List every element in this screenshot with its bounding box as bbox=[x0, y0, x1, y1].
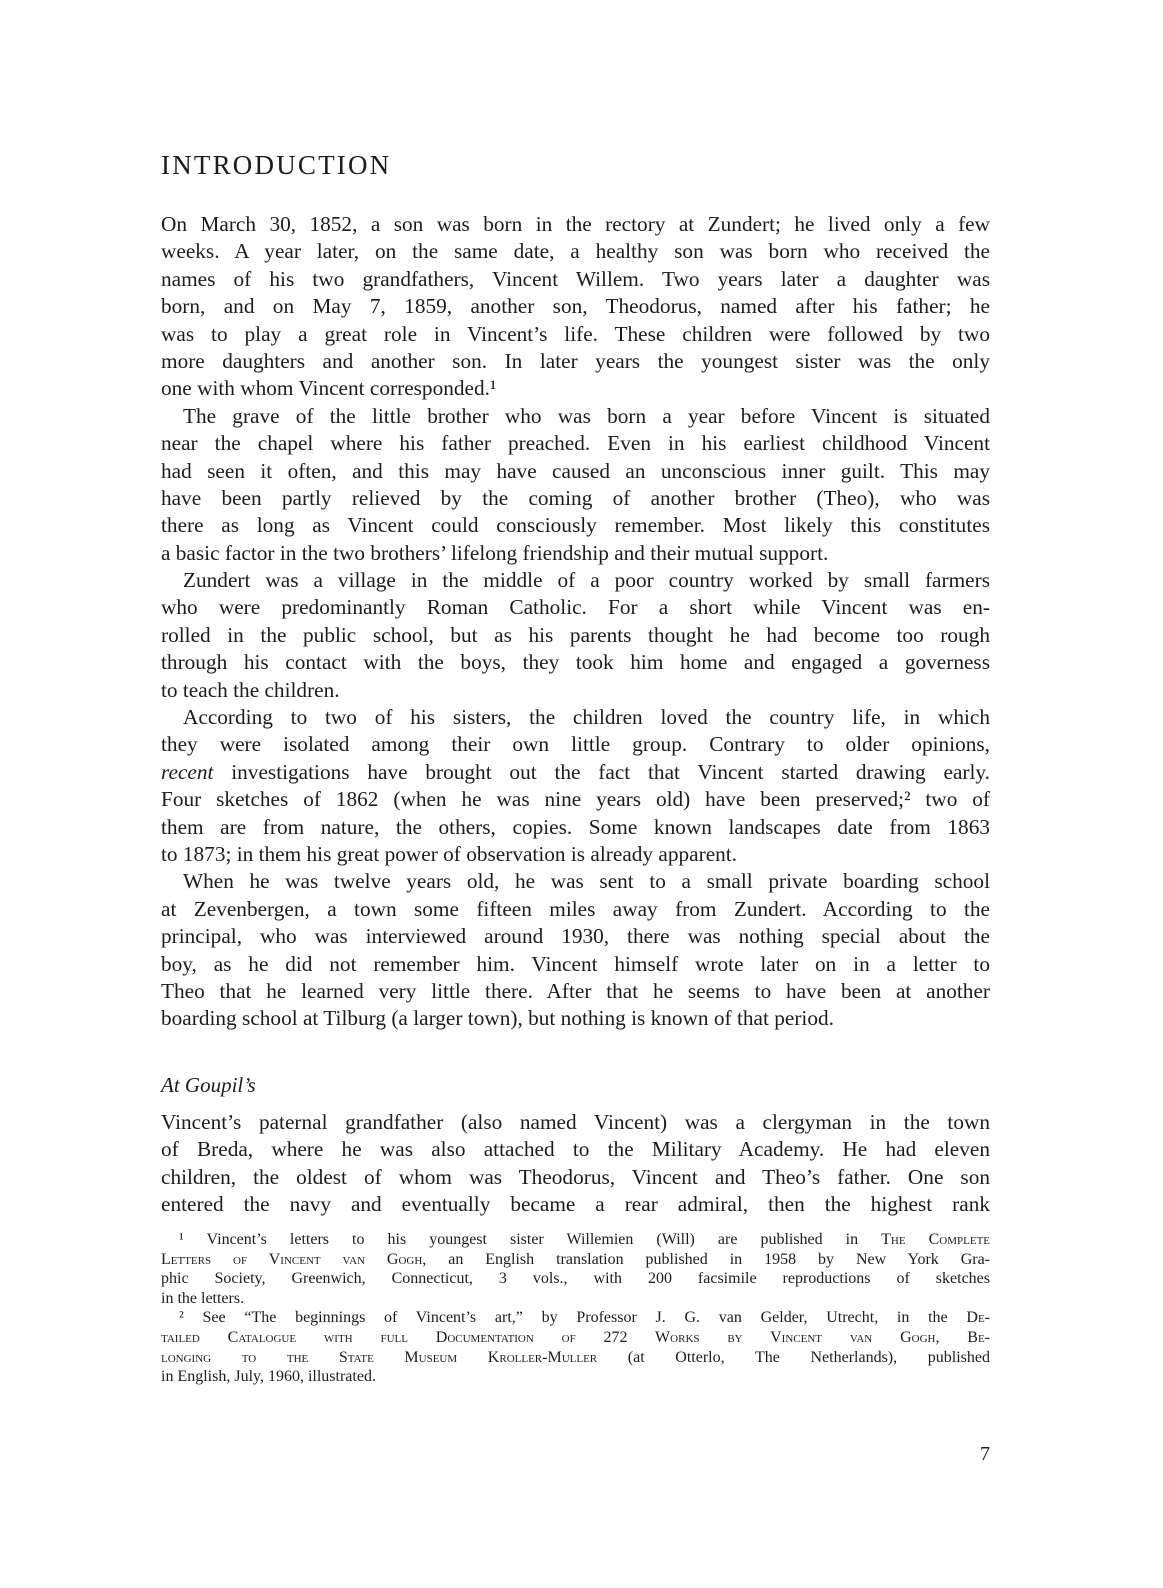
text-line: through his contact with the boys, they took him home and engaged a governess bbox=[161, 650, 990, 675]
text-line: When he was twelve years old, he was sent to a small private boarding school bbox=[183, 869, 990, 894]
text-line: to teach the children. bbox=[161, 677, 340, 702]
footnote bbox=[161, 1308, 990, 1386]
body-text-section-2 bbox=[161, 1109, 990, 1219]
text-line: born, and on May 7, 1859, another son, Theodorus, named after his father; he bbox=[161, 294, 990, 319]
text-line: Four sketches of 1862 (when he was nine years old) have been preserved;² two of bbox=[161, 787, 990, 812]
text-line: weeks. A year later, on the same date, a healthy son was born who received the bbox=[161, 239, 990, 264]
text-line: phic Society, Greenwich, Connecticut, 3 vols., with 200 facsimile reproductions of sketches bbox=[161, 1270, 990, 1288]
text-line: of Breda, where he was also attached to the Military Academy. He had eleven bbox=[161, 1137, 990, 1162]
text-line: entered the navy and eventually became a rear admiral, then the highest rank bbox=[161, 1192, 990, 1217]
text-segment: ¹ Vincent’s letters to his youngest sister Willemien (Will) are published in bbox=[179, 1231, 882, 1248]
text-line: children, the oldest of whom was Theodorus, Vincent and Theo’s father. One son bbox=[161, 1164, 990, 1189]
footnotes bbox=[161, 1230, 990, 1387]
small-caps-title: longing to the State Museum Kroller-Muller bbox=[161, 1348, 598, 1366]
text-line: was to play a great role in Vincent’s life. These children were followed by two bbox=[161, 321, 990, 346]
text-line: According to two of his sisters, the children loved the country life, in which bbox=[183, 705, 990, 730]
text-line: On March 30, 1852, a son was born in the rectory at Zundert; he lived only a few bbox=[161, 212, 990, 236]
small-caps-title: De- bbox=[966, 1309, 990, 1327]
chapter-heading: INTRODUCTION bbox=[161, 150, 392, 180]
paragraph bbox=[161, 211, 990, 403]
text-line: Zundert was a village in the middle of a poor country worked by small farmers bbox=[183, 568, 990, 593]
text-line: a basic factor in the two brothers’ lifelong friendship and their mutual support. bbox=[161, 540, 829, 565]
text-line: have been partly relieved by the coming of another brother (Theo), who was bbox=[161, 485, 990, 510]
text-line: had seen it often, and this may have caused an unconscious inner guilt. This may bbox=[161, 458, 990, 483]
text-line: boy, as he did not remember him. Vincent himself wrote later on in a letter to bbox=[161, 951, 990, 976]
text-line: near the chapel where his father preached. Even in his earliest childhood Vincent bbox=[161, 431, 990, 456]
text-line: principal, who was interviewed around 1930, there was nothing special about the bbox=[161, 924, 990, 949]
text-line bbox=[161, 1230, 990, 1250]
text-line: them are from nature, the others, copies. Some known landscapes date from 1863 bbox=[161, 814, 990, 839]
text-line: more daughters and another son. In later years the youngest sister was the only bbox=[161, 348, 990, 373]
italic-text: recent bbox=[161, 759, 214, 784]
text-line bbox=[161, 759, 990, 786]
text-line: rolled in the public school, but as his parents thought he had become too rough bbox=[161, 622, 990, 647]
text-line: at Zevenbergen, a town some fifteen miles away from Zundert. According to the bbox=[161, 896, 990, 921]
text-line bbox=[161, 1308, 990, 1328]
body-text-section-1 bbox=[161, 211, 990, 1033]
paragraph bbox=[161, 403, 990, 567]
paragraph bbox=[161, 567, 990, 704]
text-line: in English, July, 1960, illustrated. bbox=[161, 1368, 376, 1386]
text-line: in the letters. bbox=[161, 1289, 245, 1307]
text-line: Theo that he learned very little there. After that he seems to have been at another bbox=[161, 978, 990, 1003]
text-segment: investigations have brought out the fact that Vincent started drawing early. bbox=[213, 759, 990, 784]
text-line bbox=[161, 1250, 990, 1270]
text-segment: ² See “The beginnings of Vincent’s art,” by Professor J. G. van Gelder, Utrecht, in the bbox=[179, 1309, 967, 1327]
text-line: names of his two grandfathers, Vincent Willem. Two years later a daughter was bbox=[161, 266, 990, 291]
small-caps-title: Letters of Vincent van Gogh bbox=[161, 1250, 423, 1268]
text-line: Vincent’s paternal grandfather (also named Vincent) was a clergyman in the town bbox=[161, 1110, 990, 1134]
text-line: to 1873; in them his great power of observation is already apparent. bbox=[161, 841, 738, 866]
footnote bbox=[161, 1230, 990, 1308]
text-line: The grave of the little brother who was born a year before Vincent is situated bbox=[183, 403, 990, 428]
text-line: one with whom Vincent corresponded.¹ bbox=[161, 376, 497, 401]
small-caps-title: The Complete bbox=[881, 1231, 991, 1248]
paragraph bbox=[161, 1109, 990, 1219]
text-line bbox=[161, 1348, 990, 1368]
text-segment: (at Otterlo, The Netherlands), published bbox=[597, 1348, 990, 1366]
section-subheading: At Goupil’s bbox=[161, 1073, 256, 1097]
text-line: boarding school at Tilburg (a larger town), but nothing is known of that period. bbox=[161, 1006, 834, 1031]
text-line bbox=[161, 1328, 990, 1348]
text-line: who were predominantly Roman Catholic. For a short while Vincent was en- bbox=[161, 595, 990, 620]
small-caps-title: tailed Catalogue with full Documentation of 272 Works by Vincent van Gogh, Be- bbox=[161, 1328, 990, 1346]
paragraph bbox=[161, 704, 990, 868]
text-line: there as long as Vincent could consciously remember. Most likely this constitutes bbox=[161, 513, 990, 538]
paragraph bbox=[161, 868, 990, 1032]
page-number: 7 bbox=[980, 1443, 990, 1465]
text-segment: , an English translation published in 1958 by New York Gra- bbox=[422, 1250, 991, 1268]
text-line: they were isolated among their own little group. Contrary to older opinions, bbox=[161, 732, 990, 757]
